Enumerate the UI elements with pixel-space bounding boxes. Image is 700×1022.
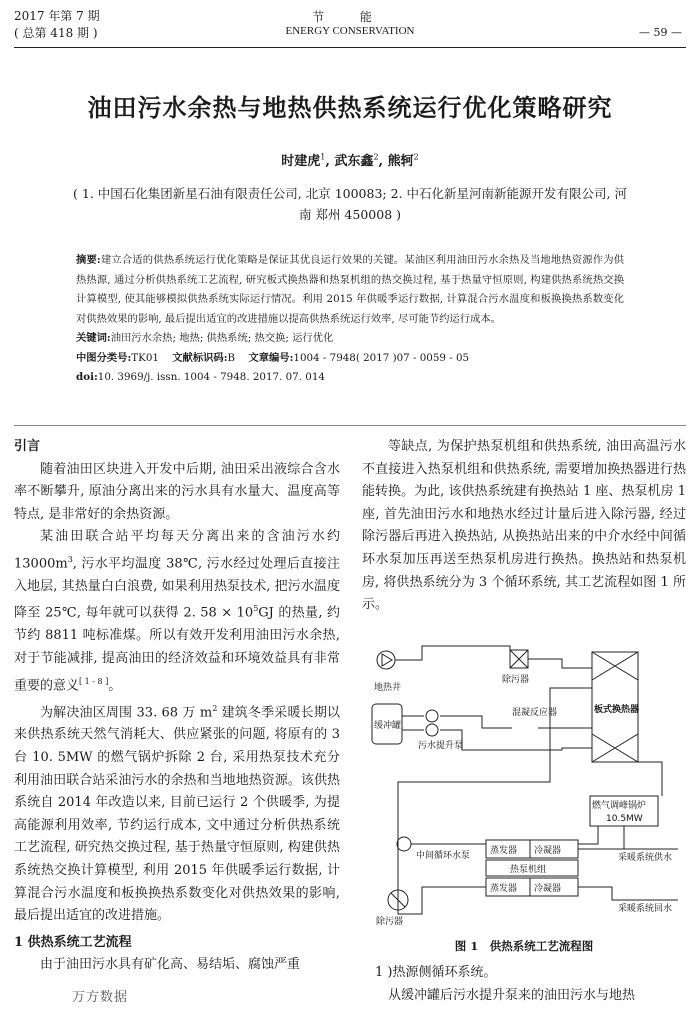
label-boiler-capacity: 10.5MW [606, 814, 643, 824]
issue-line-1: 2017 年第 7 期 [14, 9, 100, 23]
author-name: 武东鑫 [334, 154, 374, 169]
section-heading: 1 供热系统工艺流程 [14, 934, 132, 950]
watermark: 万方数据 [72, 990, 129, 1005]
paragraph: 某油田联合站平均每天分离出来的含油污水约 $13000m^3$, 污水平均温度 38℃, 污水经过处理后直接注入地层, 其热量白白浪费, 如果利用热泵技术, 把污水温度降至 25℃, 每年就可以获得 2. $58 \times 10^5GJ$ 的热量, 约节约 8811 吨标准煤。所以有效开发利用油田污水余热, 对于节能减排, 提高油田的经济效益和环境效益具有非常重要的意义[ 1 - 8 ]。 [14, 529, 340, 693]
journal-name-en: ENERGY CONSERVATION [285, 25, 415, 37]
label-sewage-pump: 污水提升泵 [418, 741, 464, 751]
journal-name-cn: 节 能 [312, 10, 388, 24]
left-column [14, 436, 340, 977]
author-name: 熊轲 [387, 154, 414, 169]
flow-diagram [362, 632, 686, 932]
lift-pump-icon [426, 710, 438, 722]
paragraph: 由于油田污水具有矿化高、易结垢、腐蚀严重 [40, 957, 301, 973]
page-number: — 59 — [639, 26, 682, 39]
label-evaporator-1: 蒸发器 [490, 846, 518, 856]
page-header [0, 0, 700, 52]
header-rule [14, 47, 686, 48]
process-flow-figure [362, 632, 686, 932]
classification-line [76, 349, 624, 369]
label-plate-hx: 板式换热器 [594, 705, 640, 715]
article-no-value: 1004 - 7948( 2017 )07 - 0059 - 05 [293, 351, 470, 364]
label-geo-well: 地热井 [374, 683, 402, 693]
keywords [76, 329, 624, 349]
paragraph: 1 )热源侧循环系统。 [375, 965, 497, 980]
label-condenser-2: 冷凝器 [534, 884, 562, 894]
doc-code-value: B [227, 351, 236, 364]
label-buffer-tank: 缓冲罐 [374, 721, 402, 731]
abstract-block [76, 251, 624, 388]
citation-ref[interactable]: [ 1 - 8 ] [79, 676, 109, 686]
paragraph: 从缓冲罐后污水提升泵来的油田污水与地热 [388, 987, 636, 1003]
label-condenser-1: 冷凝器 [534, 846, 562, 856]
affiliations: ( 1. 中国石化集团新星石油有限责任公司, 北京 100083; 2. 中石化新星河南新能源开发有限公司, 河南 郑州 450008 ) [73, 186, 627, 222]
intro-heading: 引言 [14, 439, 41, 454]
lift-pump-icon [426, 724, 438, 736]
paragraph: 随着油田区块进入开发中后期, 油田采出液综合含水率不断攀升, 原油分离出来的污水具有水量大、温度高等特点, 是非常好的余热资源。 [14, 461, 340, 522]
article-no-label: 文章编号: [248, 351, 294, 364]
author-list: 时建虎$^1$, 武东鑫$^2$, 熊轲$^2$ [281, 152, 419, 169]
abstract-label: 摘要: [76, 254, 101, 266]
author-affil-mark: 1 [320, 152, 326, 162]
clc-value: TK01 [131, 351, 159, 364]
right-column [362, 436, 686, 617]
label-return: 采暖系统回水 [618, 904, 673, 914]
label-mixer: 混凝反应器 [512, 708, 558, 718]
author-name: 时建虎 [281, 154, 321, 169]
keywords-label: 关键词: [76, 332, 111, 344]
doi-label: doi: [76, 371, 98, 383]
doi-line [76, 368, 624, 388]
label-boiler: 燃气调峰锅炉 [592, 801, 647, 811]
keywords-text: 油田污水余热; 地热; 供热系统; 热交换; 运行优化 [110, 332, 334, 344]
doi-link[interactable]: 10. 3969/j. issn. 1004 - 7948. 2017. 07. 014 [97, 371, 325, 383]
paper-title: 油田污水余热与地热供热系统运行优化策略研究 [87, 93, 613, 122]
author-affil-mark: 2 [413, 152, 419, 162]
label-evaporator-2: 蒸发器 [490, 884, 518, 894]
label-filter-top: 除污器 [502, 675, 530, 685]
mid-pump-icon [397, 837, 411, 851]
paragraph: 为解决油区周围 33. 68 万 $m^2$ 建筑冬季采暖长期以来供热系统天然气消耗大、供应紧张的问题, 将原有的 3 台 10. 5MW 的燃气锅炉拆除 2 台, 采用热泵技术充分利用油田联合站采油污水的余热和当地地热资源。该供热系统自 2014 年改造以来, 目前已运行 2 个供暖季, 为提高能源利用效率, 节约运行成本, 文中通过分析供热系统工艺流程, 研究热交换过程, 基于热量守恒原则, 构建供热系统热交换计算模型, 利用 2015 年供暖季运行数据, 计算混合污水温度和板换换热系数变化对供热效果的影响, 最后提出适宜的改进措施。 [14, 703, 340, 924]
abstract-text: 建立合适的供热系统运行优化策略是保证其优良运行效果的关键。某油区利用油田污水余热及当地地热资源作为供热热源, 通过分析供热系统工艺流程, 研究板式换热器和热泵机组的热交换过程, 基于热量守恒原则, 构建供热系统热交换计算模型, 使其能够模拟供热系统实际运行情况。利用 2015 年供暖季运行数据, 计算混合污水温度和板换换热系数变化对供热效果的影响, 最后提出适宜的改进措施以提高供热系统运行效率, 尽可能节约运行成本。 [76, 254, 624, 325]
label-heat-pump-unit: 热泵机组 [510, 865, 547, 875]
label-supply: 采暖系统供水 [618, 853, 673, 863]
clc-label: 中图分类号: [76, 351, 132, 364]
paragraph: 等缺点, 为保护热泵机组和供热系统, 油田高温污水不直接进入热泵机组和供热系统, 需要增加换热器进行热能转换。为此, 该供热系统建有换热站 1 座、热泵机房 1 座, 首先油田污水和地热水经过计量后进入除污器, 经过除污器后再进入换热站, 从换热站出来的中介水经中间循环水泵加压再送至热泵机房进行换热。换热站和热泵机房, 将供热系统分为 3 个循环系统, 其工艺流程如图 1 所示。 [362, 439, 686, 613]
abstract [76, 251, 624, 329]
doc-code-label: 文献标识码: [172, 351, 228, 364]
right-column-bottom [362, 962, 686, 1007]
label-filter-bottom: 除污器 [376, 917, 404, 927]
figure-caption: 图 1 供热系统工艺流程图 [454, 939, 594, 953]
issue-line-2: ( 总第 418 期 ) [14, 26, 98, 40]
label-mid-pump: 中间循环水泵 [416, 851, 471, 861]
abstract-divider [14, 425, 686, 426]
author-affil-mark: 2 [373, 152, 379, 162]
pump-triangle-icon [382, 654, 392, 666]
